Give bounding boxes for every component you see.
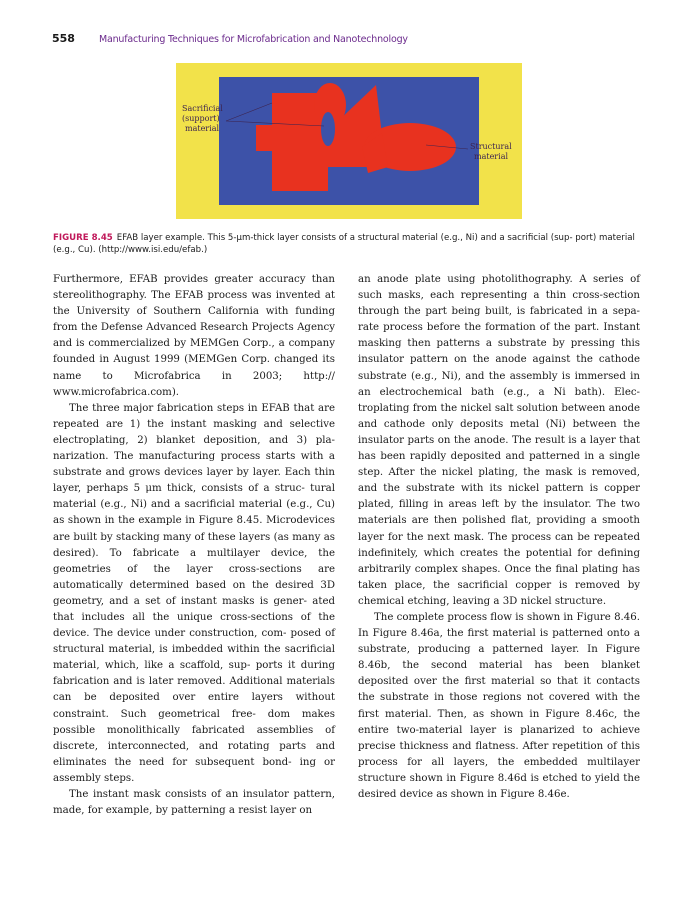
- body-column-left: [53, 272, 335, 819]
- sacrificial-label-line2: (support): [182, 114, 220, 123]
- efab-layer-figure: [176, 63, 522, 219]
- sacrificial-hole: [321, 112, 335, 146]
- structural-label-line1: Structural: [470, 142, 512, 151]
- figure-caption: [53, 232, 643, 256]
- sacrificial-label-line3: material: [185, 124, 220, 133]
- figure-caption-label: FIGURE 8.45: [53, 233, 113, 243]
- paragraph: Furthermore, EFAB provides greater accuracy than stereolithography. The EFAB process was invented at the University of Southern California with funding from the Defense Advanced Research Projects Agency and is commercialized by MEMGen Corp., a company founded in August 1999 (MEMGen Corp. changed its name to Microfabrica in 2003; http:// www.microfabrica.com).: [53, 274, 335, 398]
- page-number: 558: [52, 32, 75, 45]
- sacrificial-label-line1: Sacrificial: [182, 104, 223, 113]
- running-title: Manufacturing Techniques for Microfabrication and Nanotechnology: [98, 34, 408, 45]
- paragraph: The instant mask consists of an insulator pattern, made, for example, by patterning a resist layer on: [53, 789, 335, 817]
- structural-label-line2: material: [474, 152, 509, 161]
- paragraph: The complete process flow is shown in Figure 8.46. In Figure 8.46a, the first material is patterned onto a substrate, producing a patterned layer. In Figure 8.46b, the second material has been blanket deposited over the first material so that it contacts the substrate in those regions not covered with the first material. Then, as shown in Figure 8.46c, the entire two-material layer is planarized to achieve precise thickness and flatness. After repetition of this process for all layers, the embedded multilayer structure shown in Figure 8.46d is etched to yield the desired device as shown in Figure 8.46e.: [358, 611, 640, 800]
- body-column-right: [358, 272, 640, 803]
- paragraph: The three major fabrication steps in EFAB that are repeated are 1) the instant masking and selective electroplating, 2) blanket deposition, and 3) pla- narization. The manufacturing process starts with a substrate and grows devices layer by layer. Each thin layer, perhaps 5 μm thick, consists of a struc- tural material (e.g., Ni) and a sacrificial material (e.g., Cu) as shown in the example in Figure 8.45. Microdevices are built by stacking many of these layers (as many as desired). To fabricate a multilayer device, the geometries of the layer cross-sections are automatically determined based on the desired 3D geometry, and a set of instant masks is gener- ated that includes all the unique cross-sections of the device. The device under construction, com- posed of structural material, is imbedded within the sacrificial material, which, like a scaffold, sup- ports it during fabrication and is later removed. Additional materials can be deposited over entire layers without constraint. Such geometrical free- dom makes possible monolithically fabricated assemblies of discrete, interconnected, and rotating parts and eliminates the need for subsequent bond- ing or assembly steps.: [53, 402, 335, 784]
- paragraph: an anode plate using photolithography. A series of such masks, each representing a thin cross-section through the part being built, is fabricated in a sepa- rate process before the formation of the part. Instant masking then patterns a substrate by pressing this insulator pattern on the anode against the cathode substrate (e.g., Ni), and the assembly is immersed in an electrochemical bath (e.g., a Ni bath). Elec- troplating from the nickel salt solution between anode and cathode only deposits metal (Ni) between the insulator parts on the anode. The result is a layer that has been rapidly deposited and patterned in a single step. After the nickel plating, the mask is removed, and the substrate with its nickel pattern is copper plated, filling in areas left by the insulator. The two materials are then polished flat, providing a smooth layer for the next mask. The process can be repeated indefinitely, which creates the potential for defining arbitrarily complex shapes. Once the final plating has taken place, the sacrificial copper is removed by chemical etching, leaving a 3D nickel structure.: [358, 274, 640, 607]
- efab-layer-illustration: [176, 63, 522, 219]
- page-header: [52, 32, 408, 48]
- figure-caption-text: EFAB layer example. This 5-μm-thick layer consists of a structural material (e.g., Ni) and a sacrificial (sup- port) material (e.g., Cu). (http://www.isi.edu/efab.): [53, 233, 635, 255]
